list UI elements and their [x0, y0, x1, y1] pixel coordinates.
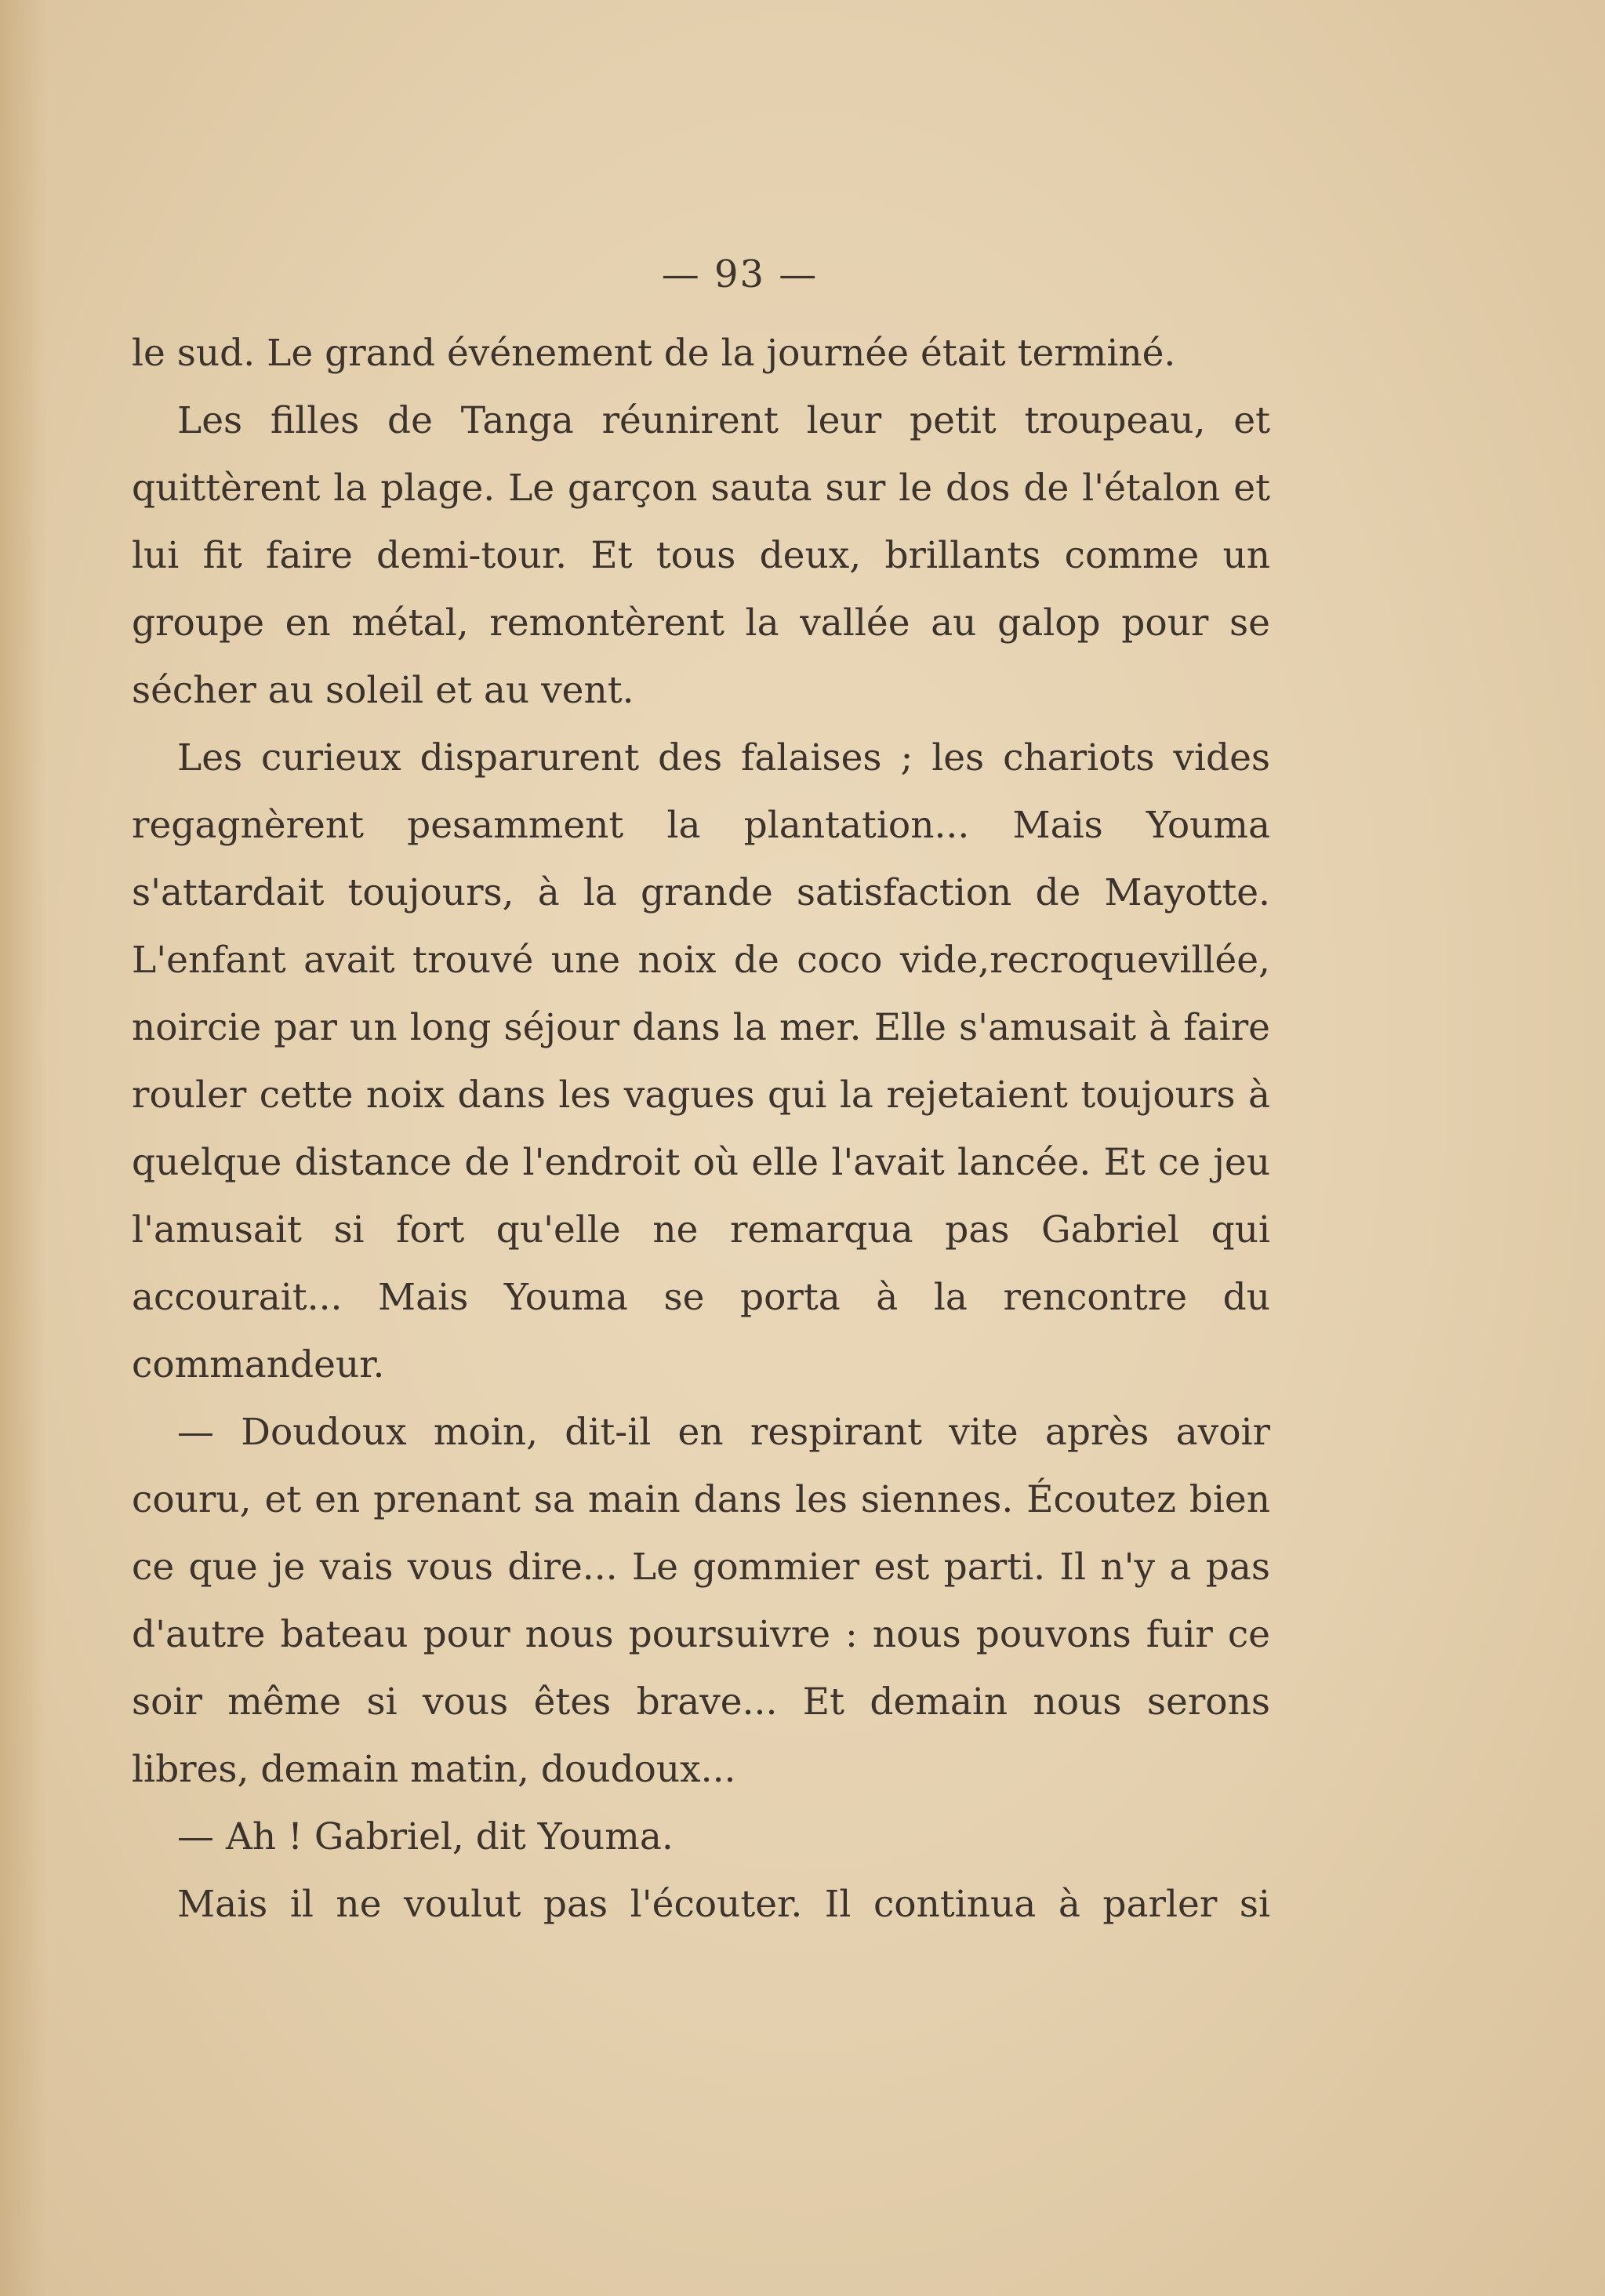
body-text	[132, 320, 1270, 1938]
paragraph: le sud. Le grand événement de la journée était terminé.	[132, 332, 1176, 375]
paragraph: — Doudoux moin, dit-il en respirant vite après avoir couru, et en prenant sa main dans les siennes. Écoutez bien ce que je vais vous dire... Le gommier est parti. Il n'y a pas d'autre bateau pour nous poursuivre : nous pouvons fuir ce soir même si vous êtes brave... Et demain nous serons libres, demain matin, doudoux...	[132, 1411, 1270, 1791]
paragraph: — Ah ! Gabriel, dit Youma.	[177, 1815, 674, 1858]
paragraph: Les filles de Tanga réunirent leur petit troupeau, et quittèrent la plage. Le garçon sauta sur le dos de l'étalon et lui fit faire demi-tour. Et tous deux, brillants comme un groupe en métal, remontèrent la vallée au galop pour se sécher au soleil et au vent.	[132, 399, 1270, 712]
page-number: — 93 —	[661, 252, 819, 296]
paragraph: Les curieux disparurent des falaises ; les chariots vides regagnèrent pesamment la plantation... Mais Youma s'attardait toujours, à la grande satisfaction de Mayotte. L'enfant avait trouvé une noix de coco vide,recroquevillée, noircie par un long séjour dans la mer. Elle s'amusait à faire rouler cette noix dans les vagues qui la rejetaient toujours à quelque distance de l'endroit où elle l'avait lancée. Et ce jeu l'amusait si fort qu'elle ne remarqua pas Gabriel qui accourait... Mais Youma se porta à la rencontre du commandeur.	[132, 736, 1270, 1386]
paragraph: Mais il ne voulut pas l'écouter. Il continua à parler si	[177, 1883, 1270, 1926]
